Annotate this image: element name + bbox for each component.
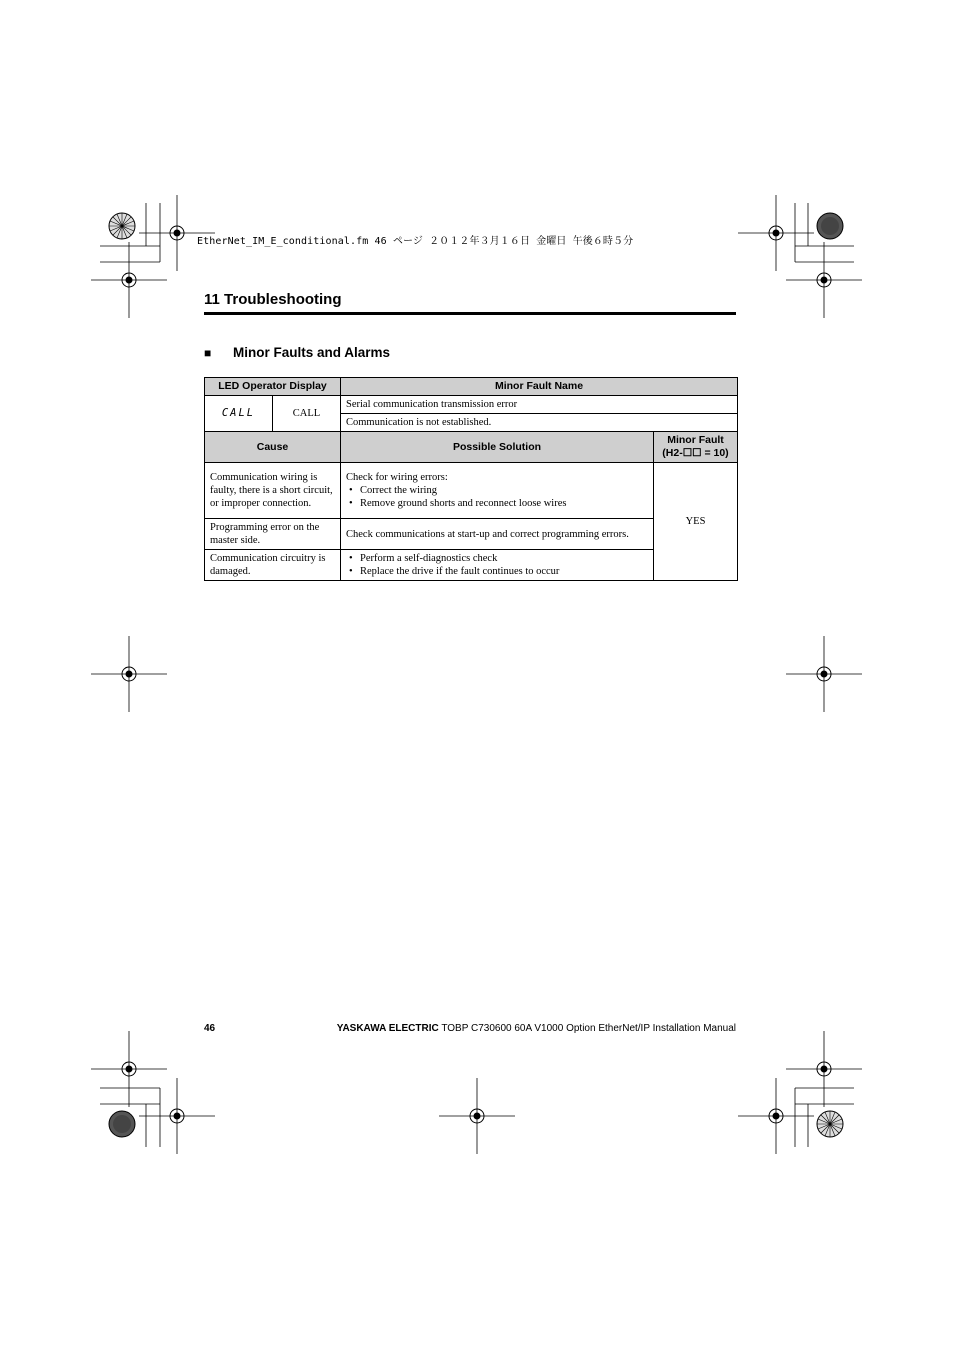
led-display-glyph: CALL xyxy=(205,396,273,432)
registration-target-icon xyxy=(738,1078,814,1154)
header-minor-fault xyxy=(654,432,738,463)
registration-target-icon xyxy=(139,1078,215,1154)
solution-item: • Replace the drive if the fault continues to occur xyxy=(346,565,648,578)
minor-fault-value: YES xyxy=(654,463,738,581)
footer-brand: YASKAWA ELECTRIC xyxy=(336,1023,439,1034)
registration-target-icon xyxy=(439,1078,515,1154)
header-solution: Possible Solution xyxy=(341,432,654,463)
registration-target-icon xyxy=(786,242,862,318)
solution-intro: Check for wiring errors: xyxy=(346,472,448,483)
registration-dark-icon xyxy=(817,213,843,239)
file-header-line: EtherNet_IM_E_conditional.fm 46 ページ ２０１２年３月１６日 金曜日 午後６時５分 xyxy=(197,236,634,247)
solution-cell: Check communications at start-up and correct programming errors. xyxy=(341,519,654,550)
section-title: 11 Troubleshooting xyxy=(204,291,342,308)
solution-item: • Remove ground shorts and reconnect loose wires xyxy=(346,497,648,510)
subsection-title: Minor Faults and Alarms xyxy=(233,345,391,360)
solution-cell xyxy=(341,550,654,581)
footer-doc-title: TOBP C730600 60A V1000 Option EtherNet/IP Installation Manual xyxy=(438,1023,736,1034)
registration-target-icon xyxy=(738,195,814,271)
minor-faults-table xyxy=(204,377,738,581)
header-led-display: LED Operator Display xyxy=(205,378,341,396)
subsection-heading xyxy=(204,345,390,360)
square-bullet-icon: ■ xyxy=(204,346,212,360)
solution-item: • Perform a self-diagnostics check xyxy=(346,552,648,565)
registration-dark-icon xyxy=(109,1111,135,1137)
solution-item: • Correct the wiring xyxy=(346,484,648,497)
header-cause: Cause xyxy=(205,432,341,463)
cause-cell: Communication circuitry is damaged. xyxy=(205,550,341,581)
registration-burst-icon xyxy=(817,1111,843,1137)
fault-name-cell: Serial communication transmission error xyxy=(341,396,738,414)
header-fault-name: Minor Fault Name xyxy=(341,378,738,396)
section-rule xyxy=(204,312,736,315)
footer-manual-title xyxy=(337,1023,736,1034)
registration-target-icon xyxy=(91,636,167,712)
solution-cell xyxy=(341,463,654,519)
page-number: 46 xyxy=(204,1023,216,1034)
registration-target-icon xyxy=(786,1031,862,1107)
cause-cell: Communication wiring is faulty, there is a short circuit, or improper connection. xyxy=(205,463,341,519)
fault-name-cell: Communication is not established. xyxy=(341,414,738,432)
registration-target-icon xyxy=(786,636,862,712)
registration-target-icon xyxy=(91,242,167,318)
registration-burst-icon xyxy=(109,213,135,239)
cause-cell: Programming error on the master side. xyxy=(205,519,341,550)
header-minor-fault-line2: (H2-☐☐ = 10) xyxy=(662,447,729,459)
led-display-label: CALL xyxy=(273,396,341,432)
registration-target-icon xyxy=(91,1031,167,1107)
header-minor-fault-line1: Minor Fault xyxy=(667,434,724,446)
